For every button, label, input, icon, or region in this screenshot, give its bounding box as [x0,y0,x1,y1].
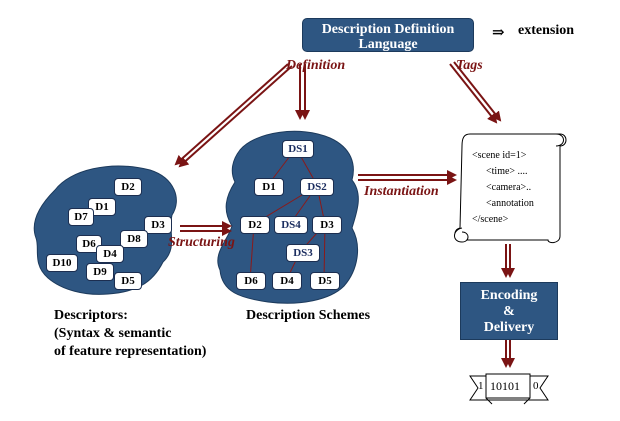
descriptor-node: D9 [86,263,114,281]
scheme-node: DS4 [274,216,308,234]
descriptors-caption-line3: of feature representation) [54,344,207,359]
ddl-title-line2: Language [358,37,418,52]
ddl-title-line1: Description Definition [321,22,455,37]
encoding-line3: Delivery [483,320,535,335]
scheme-node: DS2 [300,178,334,196]
descriptor-node: D1 [88,198,116,216]
scheme-node: D4 [272,272,302,290]
descriptors-caption-line2: (Syntax & semantic [54,326,172,341]
descriptor-node: D6 [76,235,102,253]
ddl-box [302,18,474,52]
bitstream-middle-bits: 10101 [490,379,520,393]
descriptor-node: D7 [68,208,94,226]
extension-label: extension [518,23,574,38]
scheme-node: D6 [236,272,266,290]
bitstream-left-bit: 1 [478,380,484,392]
extension-arrow: ⇒ [492,25,505,41]
encoding-line1: Encoding [480,288,538,303]
descriptor-node: D3 [144,216,172,234]
tags-label: Tags [456,58,483,73]
scheme-node: DS1 [282,140,314,158]
descriptor-node: D10 [46,254,78,272]
descriptors-caption-line1: Descriptors: [54,308,128,323]
bitstream-right-bit: 0 [533,380,539,392]
descriptor-node: D2 [114,178,142,196]
xml-line: </scene> [472,214,509,225]
descriptor-node: D8 [120,230,148,248]
xml-line: <camera>.. [486,182,532,193]
xml-line: <time> .... [486,166,528,177]
encoding-line2: & [503,304,515,319]
xml-line: <scene id=1> [472,150,527,161]
definition-label: Definition [286,58,346,73]
scheme-node: D1 [254,178,284,196]
scheme-node: DS3 [286,244,320,262]
instantiation-label: Instantiation [364,184,439,199]
scheme-node: D3 [312,216,342,234]
scheme-node: D2 [240,216,270,234]
scheme-node: D5 [310,272,340,290]
encoding-delivery-box [460,282,558,340]
structuring-label: Structuring [168,235,235,250]
descriptor-node: D5 [114,272,142,290]
descriptor-node: D4 [96,245,124,263]
schemes-caption: Description Schemes [246,308,371,323]
xml-line: <annotation [486,198,534,209]
